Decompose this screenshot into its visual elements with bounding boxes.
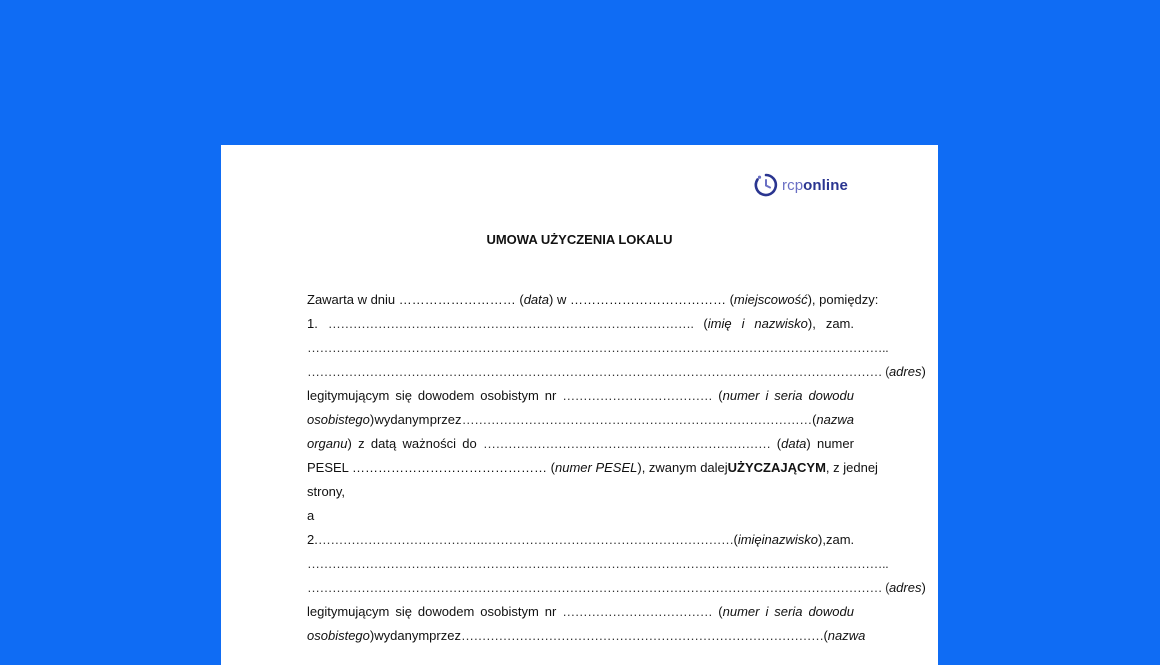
text-line: organu) z datą ważności do …………………………………………………………… (data) numer: [307, 436, 854, 451]
text-line: …………………………………………………………………………………………………………………………..: [307, 340, 889, 355]
text-line: Zawarta w dniu ……………………… ( data ) w ……………………………… ( miejscowość ), pomiędzy:: [307, 292, 879, 307]
text-line: strony,: [307, 484, 346, 499]
document-title: UMOWA UŻYCZENIA LOKALU: [486, 232, 673, 247]
rcponline-logo: [753, 172, 848, 198]
document-body: [307, 288, 926, 648]
logo-text: rcponline: [782, 176, 848, 194]
text-line: 2. ………………………………….…………………………………………………… (imię i nazwisko), zam.: [307, 532, 855, 547]
text-line: …………………………………………………………………………………………………………………………..: [307, 556, 889, 571]
text-line: legitymującym się dowodem osobistym nr ……………………………… (numer i seria dowodu: [307, 604, 854, 619]
text-line: 1. ……………………………………………………………………………. (imię i nazwisko), zam.: [307, 316, 854, 331]
text-line: PESEL ……………………………………… ( numer PESEL ), zwanym dalej UŻYCZAJĄCYM , z jednej: [307, 460, 878, 475]
document-page: [221, 145, 938, 665]
text-line: osobistego) wydanym przez …………………………………………………………………………… (nazwa: [307, 628, 866, 643]
text-line: legitymującym się dowodem osobistym nr ……………………………… (numer i seria dowodu: [307, 388, 854, 403]
text-line: ………………………………………………………………………………………………………………………… ( adres): [307, 580, 926, 595]
text-line: ………………………………………………………………………………………………………………………… ( adres): [307, 364, 926, 379]
clock-icon: [753, 172, 779, 198]
text-line: a: [307, 508, 315, 523]
text-line: osobistego) wydanym przez ………………………………………………………………………… (nazwa: [307, 412, 854, 427]
